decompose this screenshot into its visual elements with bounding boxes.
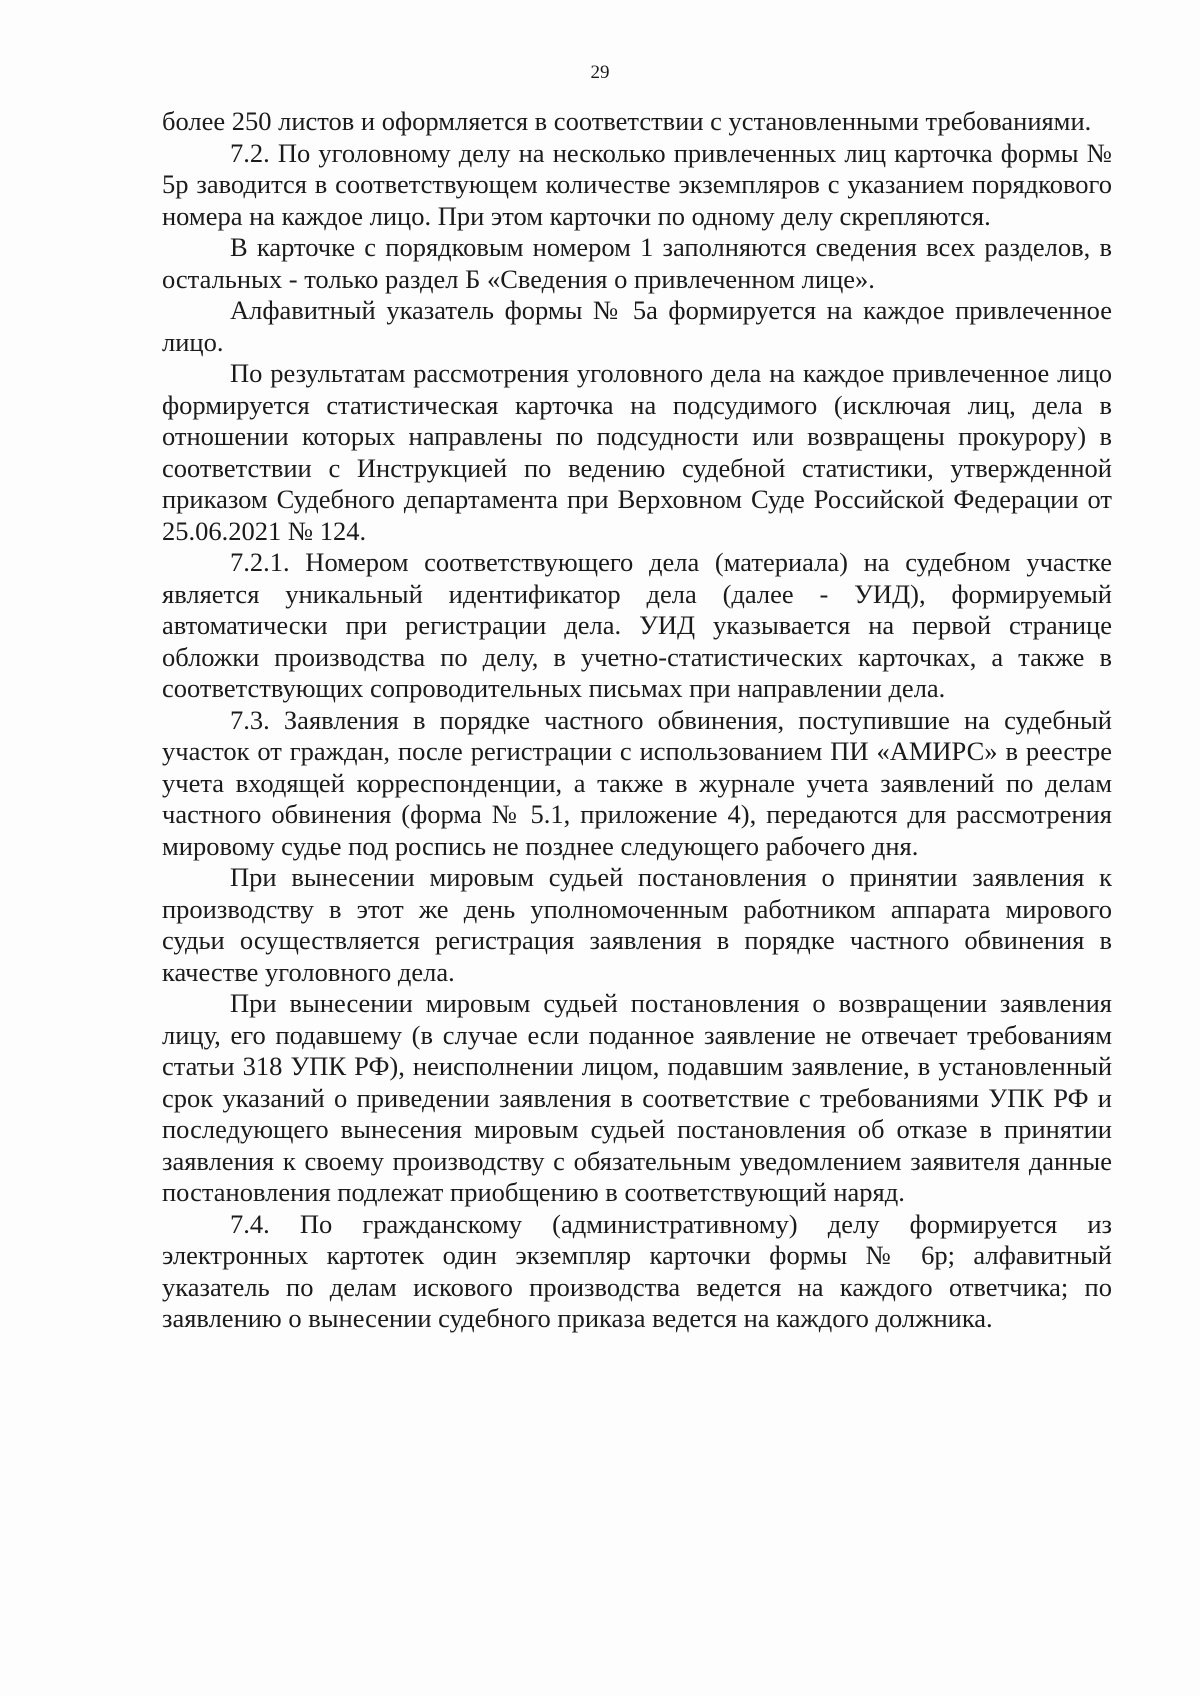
paragraph: По результатам рассмотрения уголовного дела на каждое привлеченное лицо формируется статистическая карточка на подсудимого (исключая лиц, дела в отношении которых направлены по подсудности или возвращены прокурору) в соответствии с Инструкцией по ведению судебной статистики, утвержденной приказом Судебного департамента при Верховном Суде Российской Федерации от 25.06.2021 № 124. [162, 358, 1112, 546]
paragraph: более 250 листов и оформляется в соответствии с установленными требованиями. [162, 106, 1092, 136]
paragraph: 7.2. По уголовному делу на несколько привлеченных лиц карточка формы № 5р заводится в соответствующем количестве экземпляров с указанием порядкового номера на каждое лицо. При этом карточки по одному делу скрепляются. [162, 137, 1112, 231]
document-body [162, 106, 1112, 1335]
paragraph: 7.3. Заявления в порядке частного обвинения, поступившие на судебный участок от граждан, после регистрации с использованием ПИ «АМИРС» в реестре учета входящей корреспонденции, а также в журнале учета заявлений по делам частного обвинения (форма № 5.1, приложение 4), передаются для рассмотрения мировому судье под роспись не позднее следующего рабочего дня. [162, 704, 1112, 861]
paragraph: При вынесении мировым судьей постановления о возвращении заявления лицу, его подавшему (в случае если поданное заявление не отвечает требованиям статьи 318 УПК РФ), неисполнении лицом, подавшим заявление, в установленный срок указаний о приведении заявления в соответствие с требованиями УПК РФ и последующего вынесения мировым судьей постановления об отказе в принятии заявления к своему производству с обязательным уведомлением заявителя данные постановления подлежат приобщению в соответствующий наряд. [162, 988, 1112, 1207]
paragraph: 7.2.1. Номером соответствующего дела (материала) на судебном участке является уникальный идентификатор дела (далее - УИД), формируемый автоматически при регистрации дела. УИД указывается на первой странице обложки производства по делу, в учетно-статистических карточках, а также в соответствующих сопроводительных письмах при направлении дела. [162, 547, 1112, 703]
paragraph: В карточке с порядковым номером 1 заполняются сведения всех разделов, в остальных - только раздел Б «Сведения о привлеченном лице». [162, 232, 1112, 294]
page-number: 29 [590, 62, 610, 83]
paragraph: Алфавитный указатель формы № 5а формируется на каждое привлеченное лицо. [162, 295, 1112, 357]
paragraph: 7.4. По гражданскому (административному) делу формируется из электронных картотек один экземпляр карточки формы № 6р; алфавитный указатель по делам искового производства ведется на каждого ответчика; по заявлению о вынесении судебного приказа ведется на каждого должника. [162, 1208, 1112, 1333]
paragraph: При вынесении мировым судьей постановления о принятии заявления к производству в этот же день уполномоченным работником аппарата мирового судьи осуществляется регистрация заявления в порядке частного обвинения в качестве уголовного дела. [162, 862, 1112, 987]
